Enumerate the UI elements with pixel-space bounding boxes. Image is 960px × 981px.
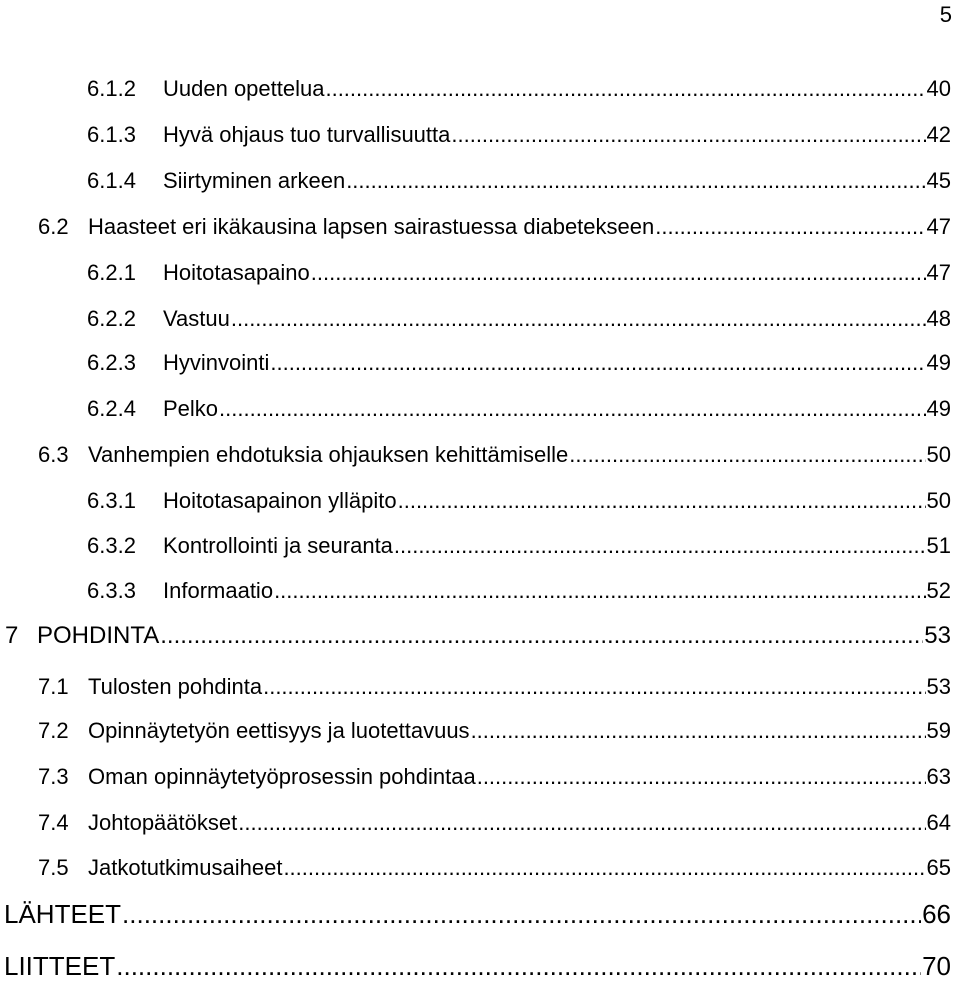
toc-entry-6-2-4[interactable]	[87, 396, 951, 422]
toc-entry-title: Vanhempien ehdotuksia ohjauksen kehittämiselle	[88, 442, 569, 467]
toc-dot-leader	[451, 122, 925, 148]
toc-entry-title: Haasteet eri ikäkausina lapsen sairastuessa diabetekseen	[88, 214, 655, 239]
toc-entry-number: 7.3	[38, 764, 69, 789]
toc-entry-number: 7.4	[38, 810, 69, 835]
toc-entry-title: Hoitotasapaino	[163, 260, 310, 285]
toc-entry-6-1-4[interactable]	[87, 168, 951, 194]
toc-entry-page: 48	[926, 306, 951, 331]
toc-entry-page: 47	[926, 260, 951, 285]
toc-dot-leader	[116, 951, 921, 981]
toc-entry-title: LÄHTEET	[4, 899, 122, 929]
toc-entry-number: 7.5	[38, 855, 69, 880]
toc-entry-page: 47	[926, 214, 951, 239]
toc-entry-6-2-2[interactable]	[87, 306, 951, 332]
toc-dot-leader	[569, 442, 925, 468]
toc-entry-number: 6.1.2	[87, 76, 136, 101]
toc-dot-leader	[283, 855, 925, 881]
page-number: 5	[939, 2, 952, 27]
toc-entry-page: 40	[926, 76, 951, 101]
toc-entry-6-3[interactable]	[38, 442, 951, 468]
toc-dot-leader	[274, 578, 925, 604]
toc-dot-leader	[471, 718, 926, 744]
toc-entry-7-2[interactable]	[38, 718, 951, 744]
toc-entry-number: 6.3.2	[87, 533, 136, 558]
toc-entry-title: LIITTEET	[4, 951, 116, 981]
toc-entry-page: 49	[926, 350, 951, 375]
toc-entry-number: 6.3	[38, 442, 69, 467]
toc-entry-number: 6.2.4	[87, 396, 136, 421]
toc-dot-leader	[219, 396, 925, 422]
toc-entry-page: 64	[926, 810, 951, 835]
toc-entry-page: 65	[926, 855, 951, 880]
toc-dot-leader	[398, 488, 926, 514]
toc-entry-number: 7.1	[38, 674, 69, 699]
toc-entry-number: 6.3.1	[87, 488, 136, 513]
toc-entry-title: Informaatio	[163, 578, 274, 603]
toc-entry-page: 49	[926, 396, 951, 421]
toc-entry-page: 53	[926, 674, 951, 699]
toc-dot-leader	[394, 533, 926, 559]
toc-entry-title: POHDINTA	[37, 622, 160, 649]
toc-entry-7-3[interactable]	[38, 764, 951, 790]
toc-entry-title: Jatkotutkimusaiheet	[88, 855, 283, 880]
toc-entry-page: 42	[926, 122, 951, 147]
toc-dot-leader	[311, 260, 926, 286]
toc-entry-page: 59	[926, 718, 951, 743]
toc-entry-title: Johtopäätökset	[88, 810, 238, 835]
toc-entry-title: Oman opinnäytetyöprosessin pohdintaa	[88, 764, 476, 789]
toc-entry-title: Siirtyminen arkeen	[163, 168, 346, 193]
toc-entry-6-2-3[interactable]	[87, 350, 951, 376]
toc-dot-leader	[238, 810, 925, 836]
toc-dot-leader	[122, 899, 921, 929]
toc-entry-number: 6.1.3	[87, 122, 136, 147]
toc-entry-6-3-1[interactable]	[87, 488, 951, 514]
toc-entry-6-3-3[interactable]	[87, 578, 951, 604]
toc-dot-leader	[270, 350, 925, 376]
toc-entry-6-2[interactable]	[38, 214, 951, 240]
toc-entry-page: 45	[926, 168, 951, 193]
toc-entry-page: 66	[922, 899, 951, 929]
toc-entry-number: 6.2.3	[87, 350, 136, 375]
toc-entry-page: 51	[926, 533, 951, 558]
toc-entry-liitteet[interactable]	[4, 951, 951, 981]
toc-entry-number: 6.2.1	[87, 260, 136, 285]
toc-entry-number: 6.1.4	[87, 168, 136, 193]
toc-entry-6-3-2[interactable]	[87, 533, 951, 559]
toc-entry-page: 53	[924, 622, 951, 649]
toc-entry-number: 7	[5, 622, 19, 649]
toc-dot-leader	[477, 764, 926, 790]
toc-entry-title: Uuden opettelua	[163, 76, 325, 101]
toc-entry-page: 63	[926, 764, 951, 789]
toc-entry-number: 6.2.2	[87, 306, 136, 331]
toc-entry-title: Opinnäytetyön eettisyys ja luotettavuus	[88, 718, 470, 743]
toc-dot-leader	[346, 168, 925, 194]
toc-entry-title: Pelko	[163, 396, 219, 421]
toc-entry-title: Kontrollointi ja seuranta	[163, 533, 393, 558]
toc-dot-leader	[231, 306, 926, 332]
toc-entry-title: Hyvinvointi	[163, 350, 270, 375]
toc-entry-page: 52	[926, 578, 951, 603]
toc-entry-title: Hyvä ohjaus tuo turvallisuutta	[163, 122, 451, 147]
toc-entry-7-4[interactable]	[38, 810, 951, 836]
toc-entry-7[interactable]	[5, 622, 951, 650]
toc-dot-leader	[263, 674, 925, 700]
toc-entry-page: 50	[926, 442, 951, 467]
toc-entry-page: 50	[926, 488, 951, 513]
toc-entry-7-5[interactable]	[38, 855, 951, 881]
toc-entry-lahteet[interactable]	[4, 899, 951, 929]
toc-entry-title: Hoitotasapainon ylläpito	[163, 488, 397, 513]
toc-entry-6-1-2[interactable]	[87, 76, 951, 102]
toc-entry-6-1-3[interactable]	[87, 122, 951, 148]
toc-entry-7-1[interactable]	[38, 674, 951, 700]
toc-entry-number: 6.3.3	[87, 578, 136, 603]
toc-dot-leader	[325, 76, 925, 102]
toc-entry-title: Vastuu	[163, 306, 230, 331]
toc-entry-number: 6.2	[38, 214, 69, 239]
toc-entry-number: 7.2	[38, 718, 69, 743]
toc-dot-leader	[655, 214, 925, 240]
toc-dot-leader	[160, 622, 923, 650]
toc-entry-6-2-1[interactable]	[87, 260, 951, 286]
toc-entry-page: 70	[922, 951, 951, 981]
toc-entry-title: Tulosten pohdinta	[88, 674, 263, 699]
